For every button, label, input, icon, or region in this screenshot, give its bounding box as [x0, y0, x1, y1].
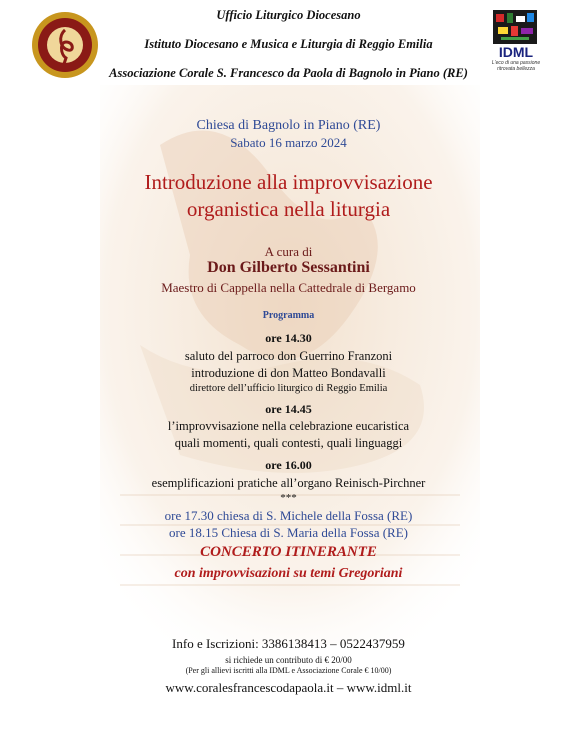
program-time-1: ore 14.30: [265, 331, 312, 345]
fee-note: (Per gli allievi iscritti alla IDML e Associazione Corale € 10/00): [185, 666, 392, 675]
event-date: Sabato 16 marzo 2024: [230, 135, 347, 150]
speaker-role: Maestro di Cappella nella Cattedrale di Bergamo: [161, 280, 416, 295]
event-title-line-1: Introduzione alla improvvisazione: [144, 170, 433, 194]
curated-by-label: A cura di: [264, 244, 313, 259]
program-item-4: ore 17.30 chiesa di S. Michele della Fossa (RE): [164, 508, 413, 523]
event-title-line-2: organistica nella liturgia: [186, 197, 391, 221]
fee-text: si richiede un contributo di € 20/00: [225, 655, 352, 665]
websites-link[interactable]: www.coralesfrancescodapaola.it – www.idml.it: [165, 680, 412, 695]
speaker-name: Don Gilberto Sessantini: [207, 259, 370, 276]
header-line-2: Istituto Diocesano e Musica e Liturgia di Reggio Emilia: [144, 37, 433, 51]
idml-brand: IDML: [498, 44, 534, 60]
header-line-3: Associazione Corale S. Francesco da Paola di Bagnolo in Piano (RE): [109, 66, 468, 80]
event-location: Chiesa di Bagnolo in Piano (RE): [196, 118, 381, 133]
program-item-5: ore 18.15 Chiesa di S. Maria della Fossa (RE): [168, 525, 408, 540]
program-item-2b: quali momenti, quali contesti, quali linguaggi: [174, 436, 403, 450]
program-heading: Programma: [262, 310, 315, 321]
concert-title: CONCERTO ITINERANTE: [200, 544, 377, 560]
idml-tagline-1: L'eco di una passione: [491, 60, 541, 66]
idml-tagline-2: ritrovata bellezza: [497, 66, 535, 72]
manuscript-background: [100, 85, 480, 645]
program-item-1b: introduzione di don Matteo Bondavalli: [191, 366, 386, 380]
program-separator: ***: [280, 492, 297, 504]
info-contacts: Info e Iscrizioni: 3386138413 – 0522437959: [172, 636, 405, 651]
program-item-2a: l’improvvisazione nella celebrazione eucaristica: [167, 419, 410, 433]
program-time-2: ore 14.45: [265, 402, 312, 416]
program-time-3: ore 16.00: [265, 458, 312, 472]
program-item-3a: esemplificazioni pratiche all’organo Reinisch-Pirchner: [151, 476, 426, 490]
header-line-1: Ufficio Liturgico Diocesano: [216, 8, 361, 22]
program-item-1a: saluto del parroco don Guerrino Franzoni: [184, 349, 393, 363]
concert-subtitle: con improvvisazioni su temi Gregoriani: [174, 566, 403, 581]
program-item-1c: direttore dell’ufficio liturgico di Reggio Emilia: [189, 383, 388, 394]
